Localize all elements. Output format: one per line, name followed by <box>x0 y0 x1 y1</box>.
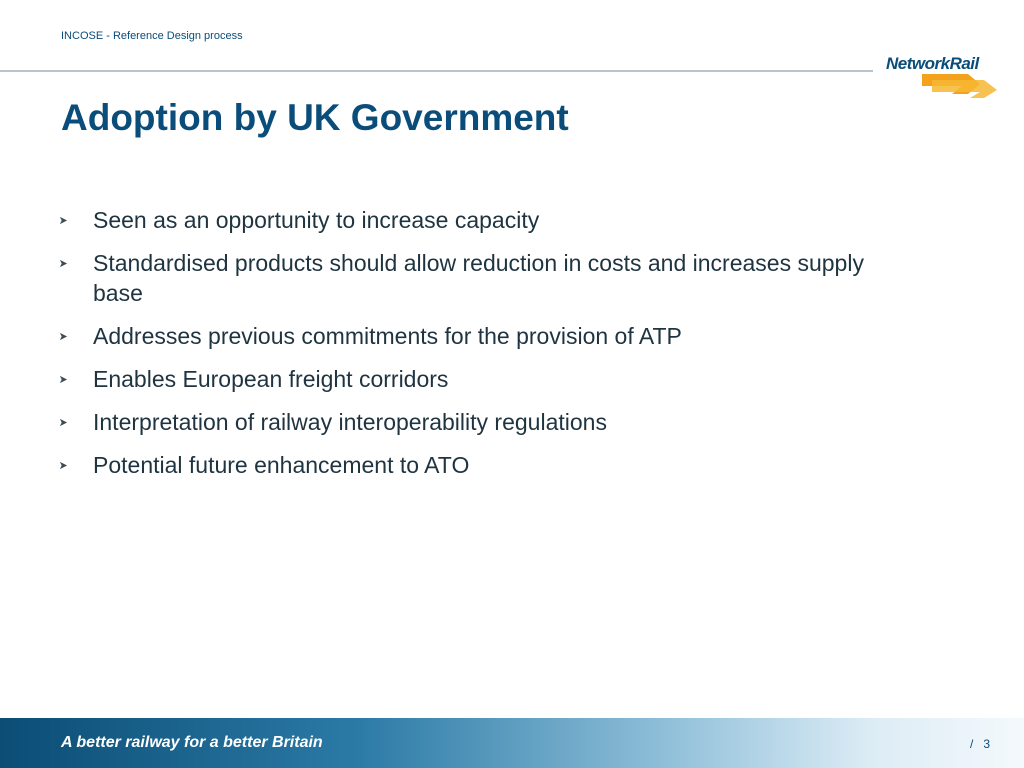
arrowhead-bullet-icon <box>59 216 68 225</box>
bullet-text: Addresses previous commitments for the provision of ATP <box>93 323 682 349</box>
page-number <box>970 737 990 751</box>
network-rail-logo <box>884 54 999 100</box>
arrowhead-bullet-icon <box>59 375 68 384</box>
list-item <box>0 364 900 394</box>
page-number-value: 3 <box>983 737 990 751</box>
footer-band <box>0 718 1024 768</box>
list-item <box>0 205 900 235</box>
bullet-text: Potential future enhancement to ATO <box>93 452 470 478</box>
bullet-list <box>0 205 900 493</box>
arrowhead-bullet-icon <box>59 461 68 470</box>
list-item <box>0 450 900 480</box>
network-rail-double-arrow-icon <box>922 72 997 98</box>
arrowhead-bullet-icon <box>59 332 68 341</box>
bullet-text: Interpretation of railway interoperability regulations <box>93 409 607 435</box>
footer-tagline: A better railway for a better Britain <box>61 734 323 751</box>
list-item <box>0 407 900 437</box>
bullet-text: Standardised products should allow reduction in costs and increases supply base <box>93 250 864 306</box>
arrowhead-bullet-icon <box>59 418 68 427</box>
list-item <box>0 248 900 308</box>
arrowhead-bullet-icon <box>59 259 68 268</box>
logo-text: NetworkRail <box>886 54 979 73</box>
list-item <box>0 321 900 351</box>
slide-title: Adoption by UK Government <box>61 97 569 138</box>
bullet-text: Seen as an opportunity to increase capacity <box>93 207 540 233</box>
page-separator: / <box>969 737 974 751</box>
header-divider <box>0 70 873 72</box>
bullet-text: Enables European freight corridors <box>93 366 449 392</box>
header-label: INCOSE - Reference Design process <box>61 30 243 42</box>
